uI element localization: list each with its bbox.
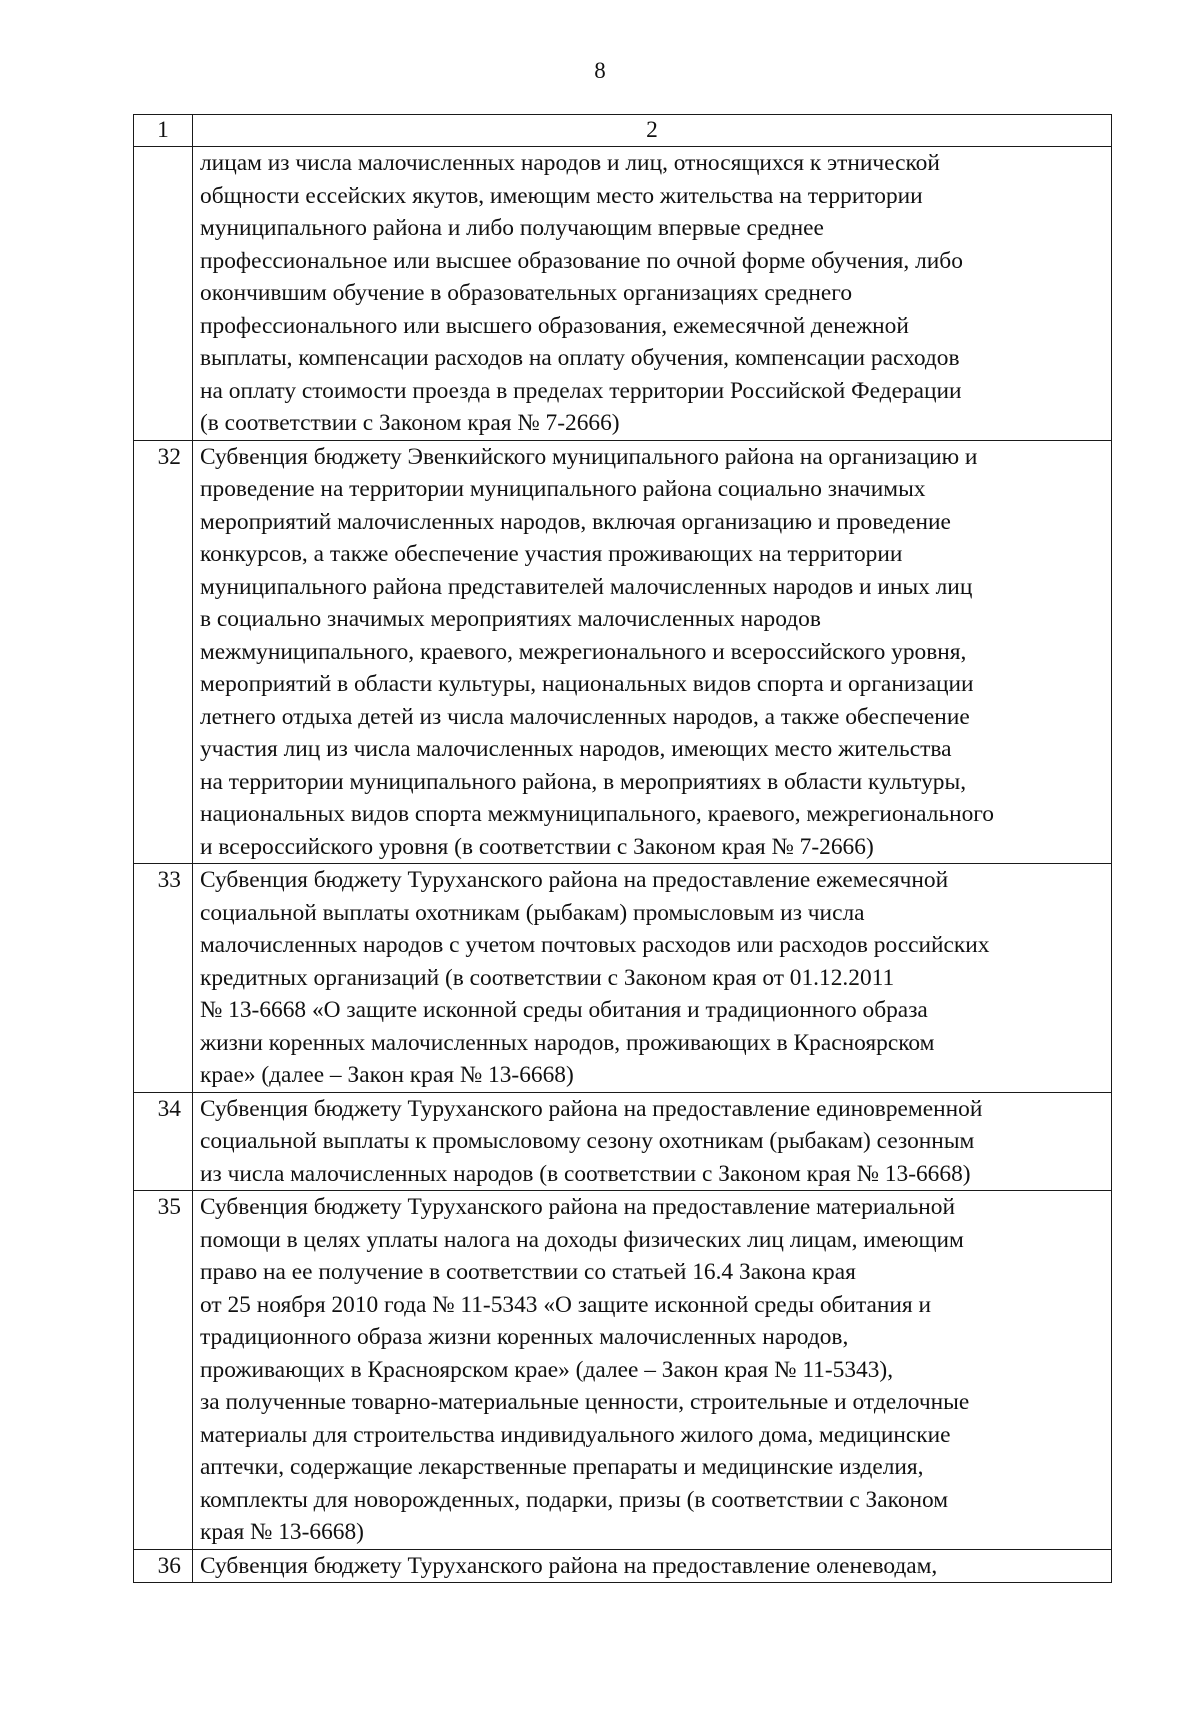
description-line: общности ессейских якутов, имеющим место жительства на территории [200, 182, 923, 209]
description-line: национальных видов спорта межмуниципального, краевого, межрегионального [200, 801, 994, 827]
table-row [134, 147, 1112, 441]
description-line: и всероссийского уровня (в соответствии с Законом края № 7-2666) [200, 833, 874, 860]
description-line: мероприятий в области культуры, национальных видов спорта и организации [200, 671, 974, 697]
row-number: 32 [134, 440, 193, 864]
table-row [134, 1191, 1112, 1550]
row-number: 34 [134, 1092, 193, 1191]
description-line: крае» (далее – Закон края № 13-6668) [200, 1062, 574, 1088]
row-number: 36 [134, 1549, 193, 1583]
description-line: Субвенция бюджету Эвенкийского муниципального района на организацию и [200, 443, 978, 470]
table-row [134, 1549, 1112, 1583]
table-row [134, 864, 1112, 1093]
description-line: на оплату стоимости проезда в пределах территории Российской Федерации [200, 377, 962, 404]
header-cell-description: 2 [193, 115, 1112, 147]
description-line: окончившим обучение в образовательных организациях среднего [200, 280, 853, 306]
description-line: от 25 ноября 2010 года № 11-5343 «О защите исконной среды обитания и [200, 1291, 932, 1318]
row-number: 33 [134, 864, 193, 1093]
description-line: края № 13-6668) [200, 1519, 364, 1545]
description-line: № 13-6668 «О защите исконной среды обитания и традиционного образа [200, 997, 928, 1023]
table-header-row [134, 115, 1112, 147]
description-line: летнего отдыха детей из числа малочисленных народов, а также обеспечение [200, 703, 970, 730]
description-line: малочисленных народов с учетом почтовых расходов или расходов российских [200, 932, 990, 958]
description-line: Субвенция бюджету Туруханского района на предоставление единовременной [200, 1095, 983, 1122]
row-description [193, 1092, 1112, 1191]
description-line: на территории муниципального района, в мероприятиях в области культуры, [200, 768, 967, 795]
description-line: комплекты для новорожденных, подарки, призы (в соответствии с Законом [200, 1486, 949, 1513]
description-line: профессионального или высшего образования, ежемесячной денежной [200, 312, 909, 339]
row-number: 35 [134, 1191, 193, 1550]
description-line: аптечки, содержащие лекарственные препараты и медицинские изделия, [200, 1454, 924, 1480]
row-description [193, 1549, 1112, 1583]
description-line: за полученные товарно-материальные ценности, строительные и отделочные [200, 1389, 970, 1415]
description-line: жизни коренных малочисленных народов, проживающих в Красноярском [200, 1029, 935, 1056]
header-cell-number: 1 [134, 115, 193, 147]
row-description [193, 440, 1112, 864]
description-line: (в соответствии с Законом края № 7-2666) [200, 410, 620, 436]
description-line: Субвенция бюджету Туруханского района на предоставление материальной [200, 1194, 955, 1220]
description-line: материалы для строительства индивидуального жилого дома, медицинские [200, 1421, 951, 1448]
description-line: Субвенция бюджету Туруханского района на предоставление оленеводам, [200, 1552, 938, 1579]
description-line: из числа малочисленных народов (в соответствии с Законом края № 13-6668) [200, 1160, 971, 1187]
description-line: проживающих в Красноярском крае» (далее – Закон края № 11-5343), [200, 1356, 894, 1383]
table-row [134, 440, 1112, 864]
description-line: Субвенция бюджету Туруханского района на предоставление ежемесячной [200, 867, 949, 893]
description-line: конкурсов, а также обеспечение участия проживающих на территории [200, 541, 903, 567]
description-line: муниципального района и либо получающим впервые среднее [200, 215, 824, 241]
description-line: кредитных организаций (в соответствии с Законом края от 01.12.2011 [200, 964, 895, 991]
row-description [193, 1191, 1112, 1550]
page-number: 8 [594, 58, 606, 83]
description-line: муниципального района представителей малочисленных народов и иных лиц [200, 573, 973, 600]
description-line: лицам из числа малочисленных народов и лиц, относящихся к этнической [200, 150, 940, 176]
description-line: право на ее получение в соответствии со статьей 16.4 Закона края [200, 1259, 856, 1285]
description-line: мероприятий малочисленных народов, включая организацию и проведение [200, 508, 951, 535]
table-row [134, 1092, 1112, 1191]
description-line: социальной выплаты к промысловому сезону охотникам (рыбакам) сезонным [200, 1128, 975, 1154]
description-line: социальной выплаты охотникам (рыбакам) промысловым из числа [200, 899, 865, 926]
row-number [134, 147, 193, 441]
description-line: выплаты, компенсации расходов на оплату обучения, компенсации расходов [200, 345, 960, 371]
table-body [134, 115, 1112, 1583]
description-line: межмуниципального, краевого, межрегионального и всероссийского уровня, [200, 638, 967, 665]
row-description [193, 147, 1112, 441]
budget-table [133, 114, 1112, 1583]
description-line: проведение на территории муниципального района социально значимых [200, 476, 926, 502]
description-line: профессиональное или высшее образование по очной форме обучения, либо [200, 247, 963, 274]
row-description [193, 864, 1112, 1093]
description-line: помощи в целях уплаты налога на доходы физических лиц лицам, имеющим [200, 1226, 964, 1253]
description-line: традиционного образа жизни коренных малочисленных народов, [200, 1324, 849, 1350]
description-line: в социально значимых мероприятиях малочисленных народов [200, 606, 821, 632]
description-line: участия лиц из числа малочисленных народов, имеющих место жительства [200, 736, 952, 762]
